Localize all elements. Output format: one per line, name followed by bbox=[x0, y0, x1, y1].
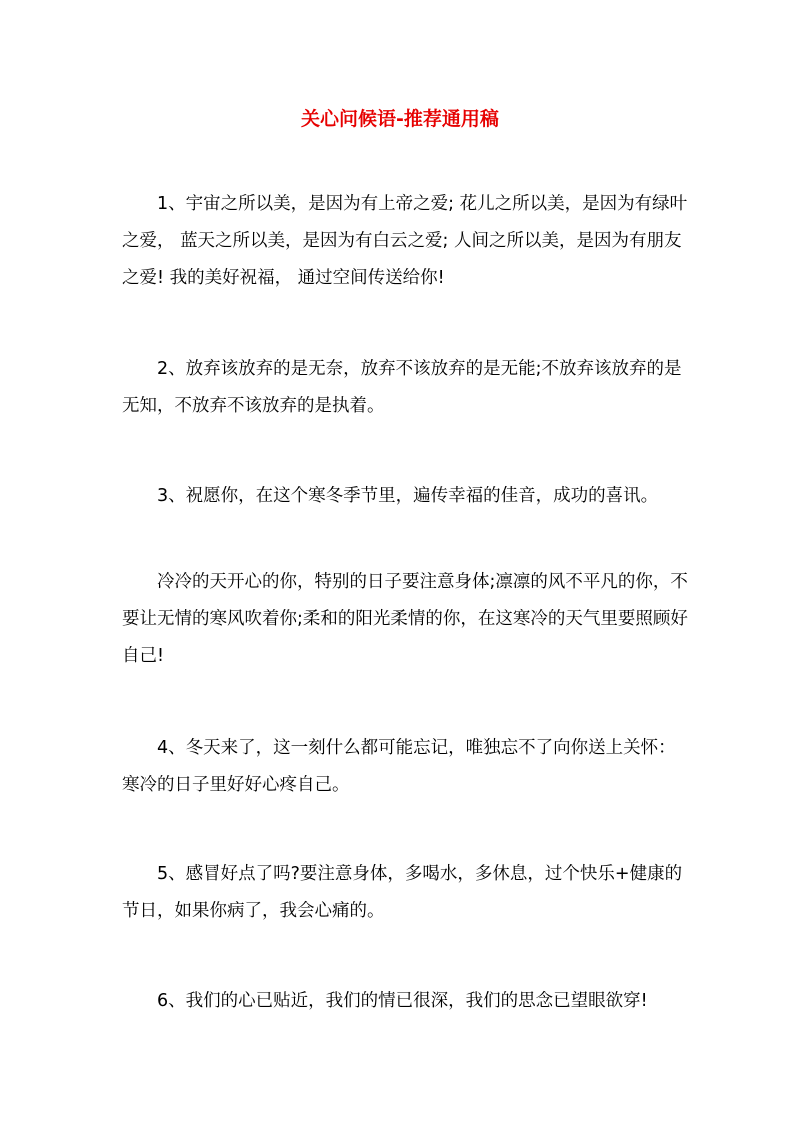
paragraph-3: 3、祝愿你，在这个寒冬季节里，遍传幸福的佳音，成功的喜讯。 bbox=[157, 486, 659, 506]
paragraph-6: 5、感冒好点了吗?要注意身体，多喝水，多休息，过个快乐+健康的节日，如果你病了，我会心痛的。 bbox=[122, 864, 683, 921]
paragraph-7: 6、我们的心已贴近，我们的情已很深，我们的思念已望眼欲穿! bbox=[157, 991, 648, 1011]
paragraph-4: 冷冷的天开心的你，特别的日子要注意身体;凛凛的风不平凡的你，不要让无情的寒风吹着你;柔和的阳光柔情的你，在这寒冷的天气里要照顾好自己! bbox=[122, 572, 688, 666]
paragraph-1: 1、宇宙之所以美，是因为有上帝之爱; 花儿之所以美，是因为有绿叶之爱， 蓝天之所以美，是因为有白云之爱; 人间之所以美，是因为有朋友之爱! 我的美好祝福， 通过空间传送给你! bbox=[122, 194, 688, 288]
paragraph-2: 2、放弃该放弃的是无奈，放弃不该放弃的是无能;不放弃该放弃的是无知，不放弃不该放弃的是执着。 bbox=[122, 359, 682, 416]
paragraph-5: 4、冬天来了，这一刻什么都可能忘记，唯独忘不了向你送上关怀：寒冷的日子里好好心疼自己。 bbox=[122, 738, 676, 795]
document-title: 关心问候语-推荐通用稿 bbox=[301, 108, 499, 130]
